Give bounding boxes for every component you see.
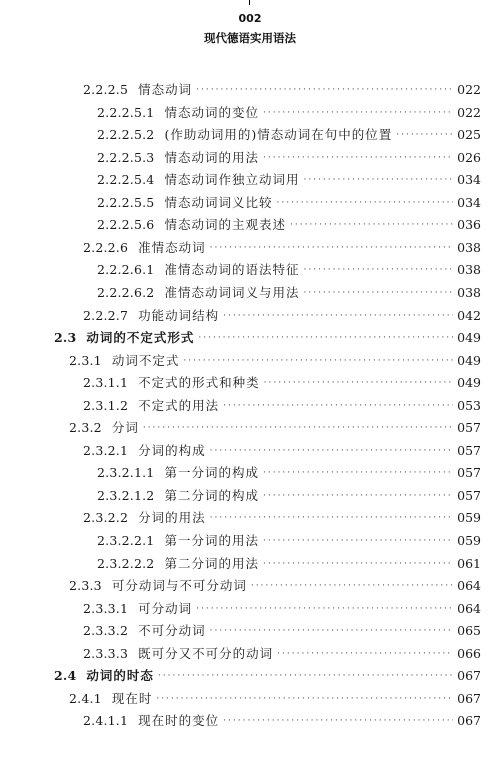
toc-entry-page: 049	[457, 375, 481, 390]
toc-entry-title: 动词不定式	[111, 353, 180, 368]
dot-leader	[210, 507, 453, 529]
toc-entry-title: 准情态动词	[138, 240, 206, 255]
toc-entry-number: 2.4.1	[69, 691, 102, 706]
toc-entry[interactable]	[97, 259, 481, 281]
toc-entry-page: 049	[457, 330, 481, 345]
toc-entry-page: 042	[457, 308, 481, 323]
toc-entry-title: 情态动词词义比较	[164, 195, 273, 210]
toc-entry[interactable]	[97, 214, 481, 236]
toc-entry-title: 分词的构成	[138, 443, 206, 458]
toc-entry-page: 059	[457, 533, 481, 548]
toc-entry-number: 2.3.3.1	[83, 601, 129, 616]
dot-leader	[223, 395, 453, 417]
dot-leader	[263, 553, 453, 575]
toc-entry[interactable]	[83, 440, 481, 462]
dot-leader	[277, 643, 453, 665]
dot-leader	[263, 485, 453, 507]
toc-entry-number: 2.2.2.5.2	[97, 127, 155, 142]
toc-entry-number: 2.3.2.2.2	[97, 556, 155, 571]
dot-leader	[263, 147, 453, 169]
book-title: 现代德语实用语法	[204, 31, 296, 45]
toc-entry-title: 可分动词	[138, 601, 193, 616]
toc-entry-number: 2.3.2.2.1	[97, 533, 155, 548]
toc-entry-title: 情态动词作独立动词用	[164, 172, 300, 187]
dot-leader	[263, 462, 453, 484]
dot-leader	[158, 665, 453, 687]
toc-entry[interactable]	[83, 507, 481, 529]
toc-entry[interactable]	[83, 237, 481, 259]
dot-leader	[196, 79, 453, 101]
toc-entry-number: 2.2.2.6	[83, 240, 129, 255]
toc-entry-number: 2.3.1.2	[83, 398, 129, 413]
toc-entry-page: 034	[457, 172, 481, 187]
dot-leader	[251, 575, 453, 597]
dot-leader	[303, 259, 453, 281]
toc-entry[interactable]	[83, 79, 481, 101]
dot-leader	[303, 169, 453, 191]
toc-entry-number: 2.3.1	[69, 353, 102, 368]
toc-entry-page: 022	[457, 105, 481, 120]
toc-entry-page: 038	[457, 285, 481, 300]
toc-entry-number: 2.2.2.7	[83, 308, 129, 323]
toc-entry[interactable]	[97, 169, 481, 191]
dot-leader	[210, 620, 453, 642]
toc-entry[interactable]	[83, 643, 481, 665]
toc-entry[interactable]	[83, 305, 481, 327]
toc-entry-number: 2.3.2.1	[83, 443, 129, 458]
dot-leader	[156, 688, 453, 710]
toc-entry-number: 2.3.2.1.2	[97, 488, 155, 503]
toc-entry[interactable]	[97, 530, 481, 552]
dot-leader	[223, 305, 453, 327]
page-number: 002	[238, 12, 262, 25]
toc-entry-page: 064	[457, 601, 481, 616]
dot-leader	[210, 237, 453, 259]
toc-entry-number: 2.2.2.5	[83, 82, 129, 97]
toc-entry-page: 066	[457, 646, 481, 661]
toc-entry[interactable]	[97, 553, 481, 575]
toc-entry-number: 2.2.2.5.6	[97, 217, 155, 232]
toc-entry-title: 现在时	[111, 691, 153, 706]
toc-entry-number: 2.2.2.5.4	[97, 172, 155, 187]
toc-entry-title: 第一分词的构成	[164, 465, 259, 480]
toc-entry[interactable]	[83, 620, 481, 642]
toc-entry-title: 可分动词与不可分动词	[111, 578, 247, 593]
toc-entry-title: 分词的用法	[138, 510, 206, 525]
toc-entry-page: 059	[457, 510, 481, 525]
dot-leader	[263, 102, 453, 124]
toc-entry-number: 2.3.3.3	[83, 646, 129, 661]
toc-entry-page: 064	[457, 578, 481, 593]
toc-entry-title: 动词的时态	[86, 668, 154, 683]
dot-leader	[290, 214, 453, 236]
toc-entry-number: 2.2.2.6.2	[97, 285, 155, 300]
toc-entry-title: 第二分词的构成	[164, 488, 259, 503]
toc-entry-number: 2.3.2.1.1	[97, 465, 155, 480]
toc-entry[interactable]	[83, 710, 481, 732]
toc-entry[interactable]	[97, 102, 481, 124]
toc-entry-title: 分词	[111, 420, 139, 435]
toc-entry-title: 准情态动词词义与用法	[164, 285, 300, 300]
toc-entry-page: 034	[457, 195, 481, 210]
dot-leader	[276, 192, 453, 214]
top-tick-mark	[249, 0, 250, 5]
dot-leader	[396, 124, 453, 146]
toc-entry[interactable]	[97, 462, 481, 484]
toc-entry-number: 2.4.1.1	[83, 713, 129, 728]
toc-entry[interactable]	[54, 327, 481, 349]
toc-entry[interactable]	[69, 417, 481, 439]
toc-entry-title: 情态动词的用法	[164, 150, 259, 165]
toc-entry-title: 不定式的用法	[138, 398, 220, 413]
dot-leader	[143, 417, 453, 439]
toc-entry[interactable]	[97, 124, 481, 146]
toc-entry[interactable]	[69, 350, 481, 372]
toc-entry[interactable]	[83, 598, 481, 620]
toc-entry-number: 2.2.2.5.1	[97, 105, 155, 120]
dot-leader	[223, 710, 453, 732]
toc-entry-title: 现在时的变位	[138, 713, 220, 728]
toc-entry-number: 2.3.3.2	[83, 623, 129, 638]
toc-entry-title: 情态动词的变位	[164, 105, 259, 120]
toc-entry-page: 061	[457, 556, 481, 571]
toc-entry-title: 第一分词的用法	[164, 533, 259, 548]
dot-leader	[196, 598, 453, 620]
toc-entry-page: 067	[457, 668, 481, 683]
toc-entry-page: 025	[457, 127, 481, 142]
toc-entry[interactable]	[97, 485, 481, 507]
toc-entry-page: 057	[457, 443, 481, 458]
toc-entry-title: (作助动词用的)情态动词在句中的位置	[164, 127, 393, 142]
toc-entry-number: 2.3	[54, 330, 77, 345]
toc-entry-title: 既可分又不可分的动词	[138, 646, 274, 661]
toc-entry[interactable]	[97, 282, 481, 304]
toc-entry[interactable]	[83, 395, 481, 417]
toc-entry-page: 057	[457, 465, 481, 480]
toc-entry-title: 准情态动词的语法特征	[164, 262, 300, 277]
toc-entry-page: 057	[457, 488, 481, 503]
dot-leader	[264, 372, 453, 394]
toc-entry[interactable]	[54, 665, 481, 687]
toc-entry-page: 065	[457, 623, 481, 638]
toc-entry-title: 不可分动词	[138, 623, 206, 638]
toc-entry-title: 动词的不定式形式	[86, 330, 195, 345]
toc-entry-page: 067	[457, 691, 481, 706]
toc-entry-page: 053	[457, 398, 481, 413]
dot-leader	[263, 530, 453, 552]
toc-entry-number: 2.3.2	[69, 420, 102, 435]
toc-entry-page: 067	[457, 713, 481, 728]
toc-entry-page: 049	[457, 353, 481, 368]
toc-entry-title: 情态动词	[138, 82, 193, 97]
toc-entry-title: 情态动词的主观表述	[164, 217, 286, 232]
dot-leader	[198, 327, 453, 349]
toc-entry-number: 2.2.2.6.1	[97, 262, 155, 277]
toc-entry-page: 022	[457, 82, 481, 97]
toc-entry-page: 036	[457, 217, 481, 232]
dot-leader	[210, 440, 453, 462]
toc-entry-page: 026	[457, 150, 481, 165]
toc-entry-number: 2.2.2.5.5	[97, 195, 155, 210]
toc-entry-title: 不定式的形式和种类	[138, 375, 260, 390]
toc-entry-number: 2.3.1.1	[83, 375, 129, 390]
toc-entry-title: 功能动词结构	[138, 308, 220, 323]
dot-leader	[303, 282, 453, 304]
toc-entry[interactable]	[97, 192, 481, 214]
toc-entry[interactable]	[69, 688, 481, 710]
toc-entry-number: 2.4	[54, 668, 77, 683]
toc-entry[interactable]	[69, 575, 481, 597]
toc-entry-title: 第二分词的用法	[164, 556, 259, 571]
toc-entry-number: 2.2.2.5.3	[97, 150, 155, 165]
toc-entry-page: 038	[457, 262, 481, 277]
toc-entry[interactable]	[83, 372, 481, 394]
toc-entry-number: 2.3.3	[69, 578, 102, 593]
toc-entry-page: 038	[457, 240, 481, 255]
toc-entry[interactable]	[97, 147, 481, 169]
toc-entry-page: 057	[457, 420, 481, 435]
dot-leader	[183, 350, 453, 372]
toc-entry-number: 2.3.2.2	[83, 510, 129, 525]
